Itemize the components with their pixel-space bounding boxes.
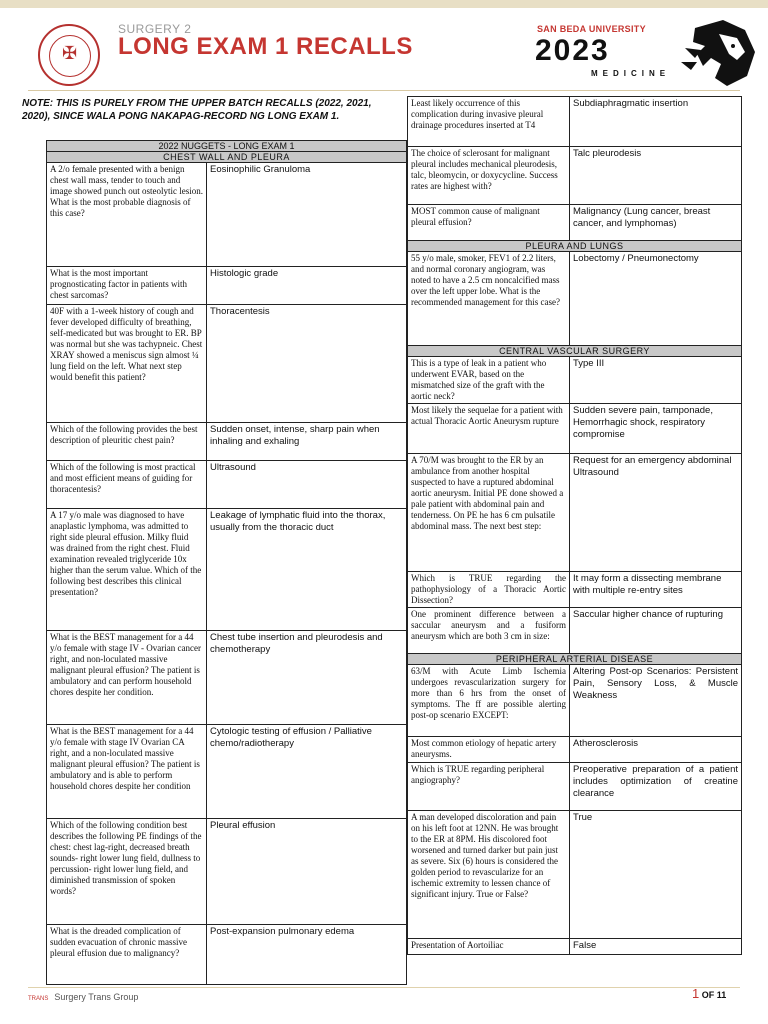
section-peripheral-arterial: PERIPHERAL ARTERIAL DISEASE: [408, 654, 742, 665]
answer-cell: Sudden onset, intense, sharp pain when inhaling and exhaling: [207, 423, 407, 461]
table-title: 2022 NUGGETS - LONG EXAM 1: [47, 141, 407, 152]
brand-logo: [535, 24, 755, 84]
question-cell: What is the BEST management for a 44 y/o female with stage IV Ovarian CA right, and a non-loculated massive malignant pleural effusion? The patient is ambulatory and is able to perform household chores despite her condition: [47, 725, 207, 819]
seal-cross-icon: ✠: [62, 43, 78, 63]
lion-icon: [675, 18, 757, 88]
section-central-vascular: CENTRAL VASCULAR SURGERY: [408, 346, 742, 357]
footer-trans-label: TRANS: [28, 996, 49, 1002]
question-cell: MOST common cause of malignant pleural effusion?: [408, 205, 570, 241]
section-pleura-lungs: PLEURA AND LUNGS: [408, 241, 742, 252]
question-cell: 55 y/o male, smoker, FEV1 of 2.2 liters, and normal coronary angiogram, was noted to have a 2.5 cm noncalcified mass over the left upper lobe. What is the recommended management for this case?: [408, 252, 570, 346]
answer-cell: Type III: [570, 357, 742, 404]
question-cell: The choice of sclerosant for malignant pleural includes mechanical pleurodesis, talc, bleomycin, or doxycycline. Success rates are highest with?: [408, 147, 570, 205]
brand-year: 2023: [535, 34, 610, 67]
answer-cell: Subdiaphragmatic insertion: [570, 97, 742, 147]
brand-medicine: MEDICINE: [591, 69, 671, 78]
right-recall-table: [407, 96, 742, 955]
footer-group-name: Surgery Trans Group: [54, 992, 139, 1002]
answer-cell: Sudden severe pain, tamponade, Hemorrhagic shock, respiratory compromise: [570, 404, 742, 454]
top-accent-bar: [0, 0, 768, 8]
footer-divider: [28, 987, 740, 988]
page-current: 1: [692, 986, 700, 1001]
brand-university: SAN BEDA UNIVERSITY: [537, 24, 646, 34]
answer-cell: True: [570, 811, 742, 939]
answer-cell: Cytologic testing of effusion / Palliative chemo/radiotherapy: [207, 725, 407, 819]
answer-cell: Saccular higher chance of rupturing: [570, 608, 742, 654]
header-divider: [28, 90, 740, 91]
answer-cell: Post-expansion pulmonary edema: [207, 925, 407, 985]
question-cell: Most likely the sequelae for a patient with actual Thoracic Aortic Aneurysm rupture: [408, 404, 570, 454]
question-cell: One prominent difference between a saccular aneurysm and a fusiform aneurysm which are both 3 cm in size:: [408, 608, 570, 654]
question-cell: Which of the following is most practical and most efficient means of guiding for thoracentesis?: [47, 461, 207, 509]
question-cell: Presentation of Aortoiliac: [408, 939, 570, 955]
answer-cell: Chest tube insertion and pleurodesis and chemotherapy: [207, 631, 407, 725]
question-cell: A 70/M was brought to the ER by an ambulance from another hospital suspected to have a ruptured abdominal aortic aneurysm. Initial PE done showed a pale patient with abdominal pain and tenderness. On PE he has 6 cm pulsatile abdominal mass. The next best step:: [408, 454, 570, 572]
answer-cell: Atherosclerosis: [570, 737, 742, 763]
batch-note: NOTE: THIS IS PURELY FROM THE UPPER BATCH RECALLS (2022, 2021, 2020), SINCE WALA PONG NAKAPAG-RECORD NG LONG EXAM 1.: [22, 98, 372, 122]
question-cell: What is the dreaded complication of sudden evacuation of chronic massive pleural effusion due to malignancy?: [47, 925, 207, 985]
answer-cell: Eosinophilic Granuloma: [207, 163, 407, 267]
question-cell: What is the most important prognosticating factor in patients with chest sarcomas?: [47, 267, 207, 305]
page-number: [692, 986, 726, 1001]
question-cell: 40F with a 1-week history of cough and fever developed difficulty of breathing, self-medicated but was brought to ER. BP was normal but she was tachypneic. Chest XRAY showed a meniscus sign almost ¼ lung field on the left. What next step would benefit this patient?: [47, 305, 207, 423]
question-cell: A man developed discoloration and pain on his left foot at 12NN. He was brought to the ER at 8PM. His discolored foot worsened and turned darker but pain just as severe. Six (6) hours is considered the golden period to revascularize for an ischemic extremity to lessen chance of significant injury. True or False?: [408, 811, 570, 939]
answer-cell: Lobectomy / Pneumonectomy: [570, 252, 742, 346]
question-cell: Which of the following condition best describes the following PE findings of the chest: chest lag-right, decreased breath sounds- right lower lung field, dullness to percussion- right lower lung field, and diminished transmission of spoken words?: [47, 819, 207, 925]
answer-cell: Talc pleurodesis: [570, 147, 742, 205]
question-cell: A 17 y/o male was diagnosed to have anaplastic lymphoma, was admitted to right side pleural effusion. Milky fluid was drained from the right chest. Fluid examination revealed triglyceride 10x higher than the serum value. Which of the following best describes this clinical presentation?: [47, 509, 207, 631]
answer-cell: It may form a dissecting membrane with multiple re-entry sites: [570, 572, 742, 608]
question-cell: A 2/o female presented with a benign chest wall mass, tender to touch and image showed punch out osteolytic lesion. What is the most probable diagnosis of this case?: [47, 163, 207, 267]
footer-group: [28, 992, 138, 1002]
answer-cell: Altering Post-op Scenarios: Persistent Pain, Sensory Loss, & Muscle Weakness: [570, 665, 742, 737]
answer-cell: Preoperative preparation of a patient includes optimization of creatine clearance: [570, 763, 742, 811]
page-total: OF 11: [701, 990, 727, 1000]
section-chest-wall: CHEST WALL AND PLEURA: [47, 152, 407, 163]
left-recall-table: [46, 140, 407, 985]
question-cell: What is the BEST management for a 44 y/o female with stage IV - Ovarian cancer right, and non-loculated massive malignant pleural effusion? The patient is ambulatory and can perform household chores despite her condition.: [47, 631, 207, 725]
question-cell: Which is TRUE regarding the pathophysiology of a Thoracic Aortic Dissection?: [408, 572, 570, 608]
course-subtitle: SURGERY 2: [118, 22, 192, 36]
answer-cell: Request for an emergency abdominal Ultrasound: [570, 454, 742, 572]
answer-cell: Ultrasound: [207, 461, 407, 509]
question-cell: Which is TRUE regarding peripheral angiography?: [408, 763, 570, 811]
answer-cell: Pleural effusion: [207, 819, 407, 925]
answer-cell: Thoracentesis: [207, 305, 407, 423]
answer-cell: Malignancy (Lung cancer, breast cancer, and lymphomas): [570, 205, 742, 241]
answer-cell: Histologic grade: [207, 267, 407, 305]
page-title: LONG EXAM 1 RECALLS: [118, 33, 413, 60]
question-cell: Which of the following provides the best description of pleuritic chest pain?: [47, 423, 207, 461]
answer-cell: Leakage of lymphatic fluid into the thorax, usually from the thoracic duct: [207, 509, 407, 631]
answer-cell: False: [570, 939, 742, 955]
question-cell: Most common etiology of hepatic artery aneurysms.: [408, 737, 570, 763]
question-cell: 63/M with Acute Limb Ischemia undergoes revascularization surgery for more than 6 hrs from the onset of symptoms. The ff are possible alerting post-op scenario EXCEPT:: [408, 665, 570, 737]
question-cell: Least likely occurrence of this complication during invasive pleural drainage procedures inserted at T4: [408, 97, 570, 147]
question-cell: This is a type of leak in a patient who underwent EVAR, based on the mismatched size of the graft with the aortic neck?: [408, 357, 570, 404]
